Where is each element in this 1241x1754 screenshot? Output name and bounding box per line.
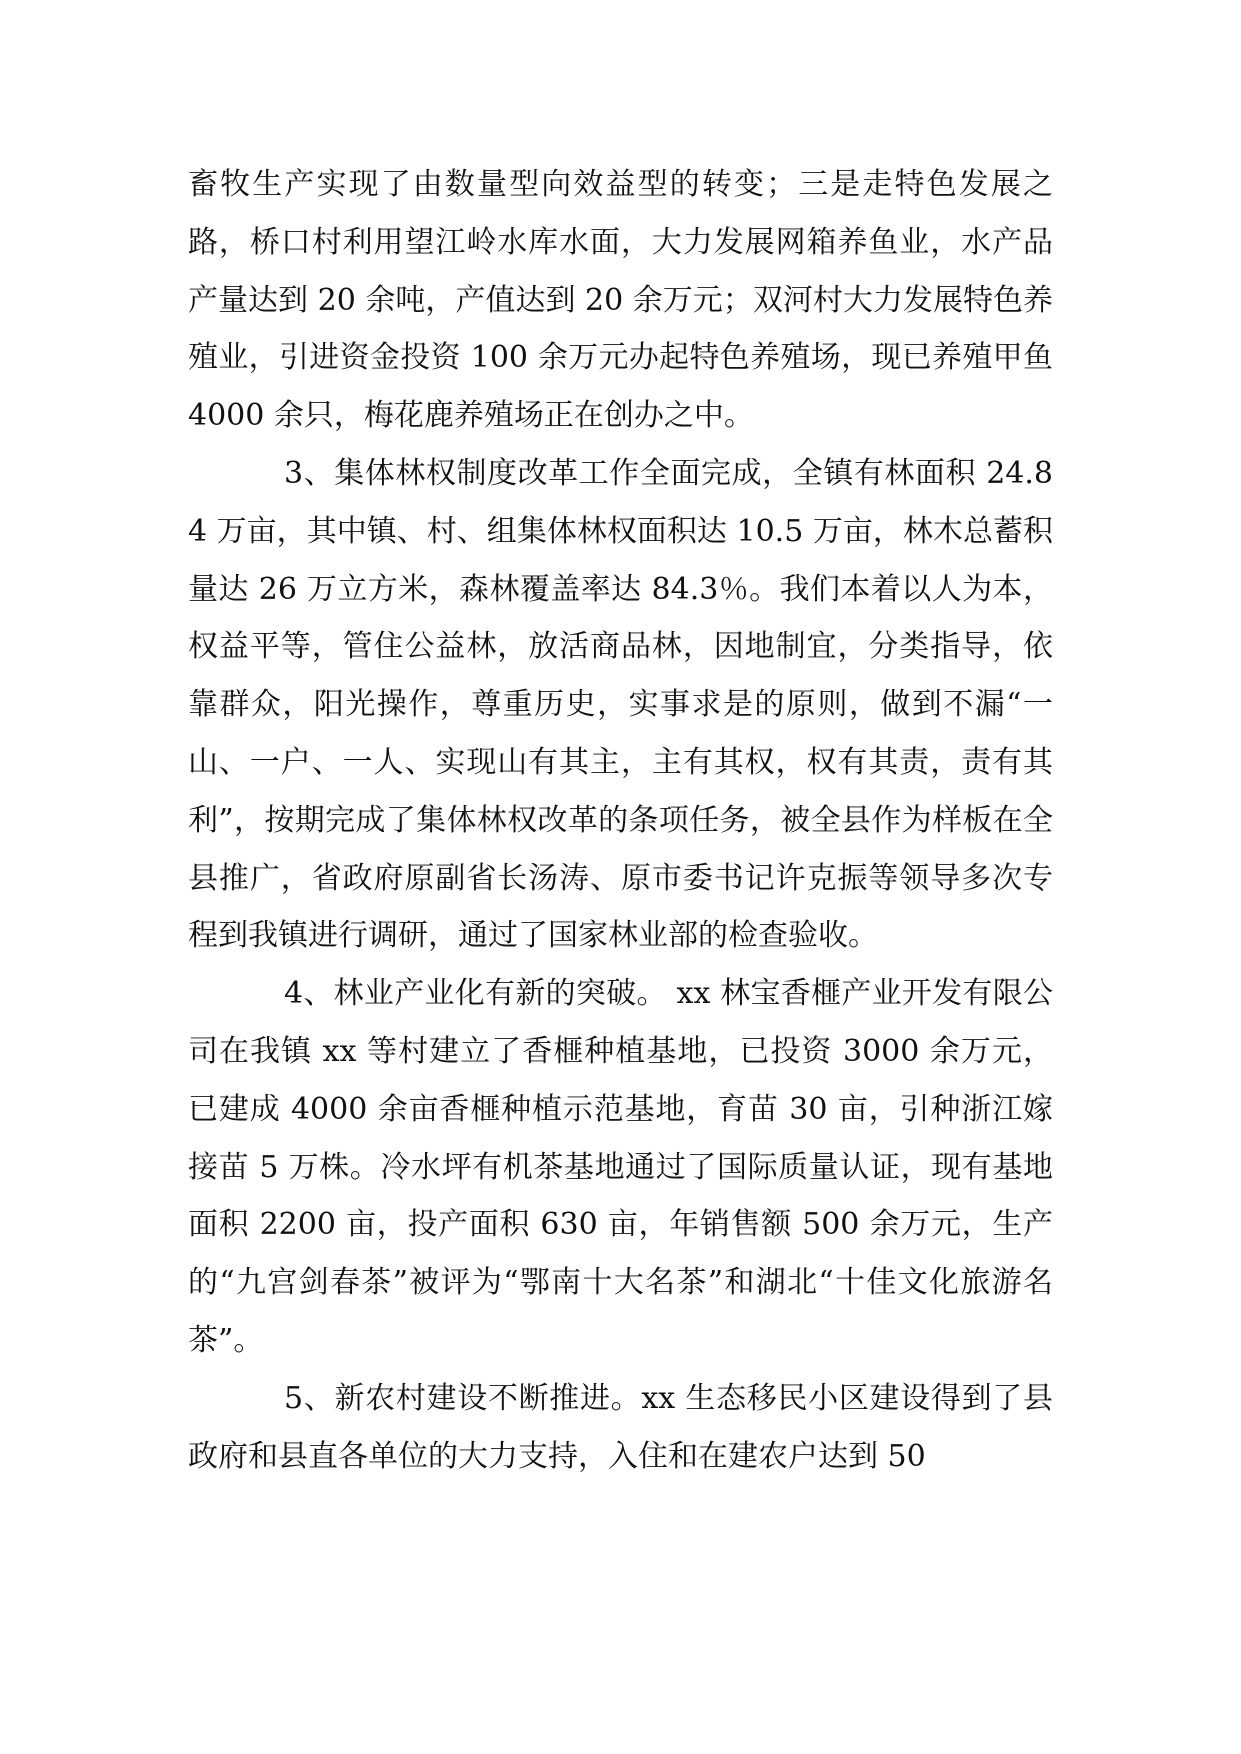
paragraph-livestock-continuation: 畜牧生产实现了由数量型向效益型的转变；三是走特色发展之路，桥口村利用望江岭水库水面，大力发展网箱养鱼业，水产品产量达到 20 余吨，产值达到 20 余万元；双河村大力发展特色养殖业，引进资金投资 100 余万元办起特色养殖场，现已养殖甲鱼 4000 余只，梅花鹿养殖场正在创办之中。: [188, 167, 1053, 434]
paragraph-forestry-industrialization: 4、林业产业化有新的突破。 xx 林宝香榧产业开发有限公司在我镇 xx 等村建立了香榧种植基地，已投资 3000 余万元，已建成 4000 余亩香榧种植示范基地，育苗 30 亩，引种浙江嫁接苗 5 万株。冷水坪有机茶基地通过了国际质量认证，现有基地面积 2200 亩，投产面积 630 亩，年销售额 500 余万元，生产的“九宫剑春茶”被评为“鄂南十大名茶”和湖北“十佳文化旅游名茶”。: [188, 976, 1053, 1358]
paragraph-new-rural-construction: 5、新农村建设不断推进。xx 生态移民小区建设得到了县政府和县直各单位的大力支持，入住和在建农户达到 50: [188, 1380, 1053, 1474]
paragraph-forest-tenure-reform: 3、集体林权制度改革工作全面完成，全镇有林面积 24.84 万亩，其中镇、村、组集体林权面积达 10.5 万亩，林木总蓄积量达 26 万立方米，森林覆盖率达 84.3％。我们本着以人为本，权益平等，管住公益林，放活商品林，因地制宜，分类指导，依靠群众，阳光操作，尊重历史，实事求是的原则，做到不漏“一山、一户、一人、实现山有其主，主有其权，权有其责，责有其利”，按期完成了集体林权改革的条项任务，被全县作为样板在全县推广，省政府原副省长汤涛、原市委书记许克振等领导多次专程到我镇进行调研，通过了国家林业部的检查验收。: [188, 455, 1053, 954]
document-body: [188, 156, 1053, 1485]
